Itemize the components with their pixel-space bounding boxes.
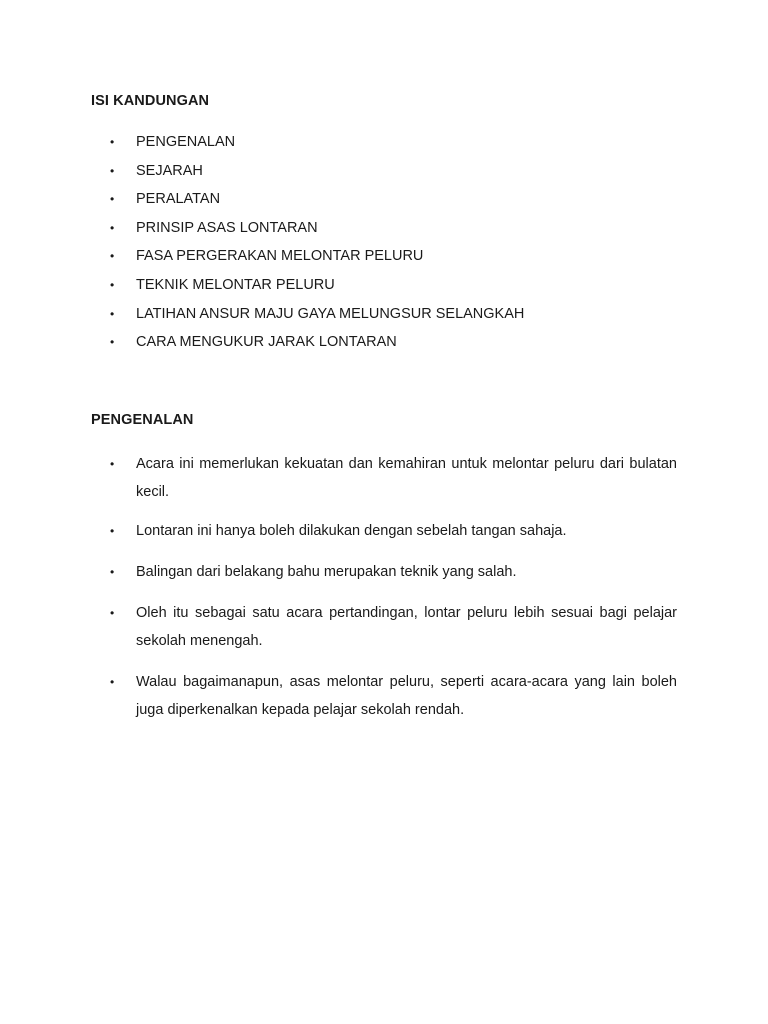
toc-item-label: PERALATAN xyxy=(136,191,221,208)
bullet-icon: • xyxy=(110,524,115,538)
bullet-icon: • xyxy=(110,335,115,350)
bullet-icon: • xyxy=(110,675,115,689)
toc-heading: ISI KANDUNGAN xyxy=(91,93,210,109)
bullet-icon: • xyxy=(110,192,115,207)
toc-item xyxy=(0,304,768,333)
intro-point-text: Walau bagaimanapun, asas melontar peluru, seperti acara-acara yang lain boleh juga diperkenalkan kepada pelajar sekolah rendah. xyxy=(136,674,677,718)
toc-item xyxy=(0,218,768,247)
toc-item-label: TEKNIK MELONTAR PELURU xyxy=(136,276,335,293)
bullet-icon: • xyxy=(110,249,115,264)
intro-point-text: Acara ini memerlukan kekuatan dan kemahiran untuk melontar peluru dari bulatan kecil. xyxy=(136,456,677,500)
intro-point-text: Lontaran ini hanya boleh dilakukan dengan sebelah tangan sahaja. xyxy=(136,523,567,539)
toc-item-label: SEJARAH xyxy=(136,162,203,179)
bullet-icon: • xyxy=(110,457,115,471)
toc-item-label: LATIHAN ANSUR MAJU GAYA MELUNGSUR SELANGKAH xyxy=(136,305,525,322)
toc-item xyxy=(0,275,768,304)
toc-list xyxy=(0,132,768,361)
toc-item-label: CARA MENGUKUR JARAK LONTARAN xyxy=(136,334,397,351)
toc-item-label: FASA PERGERAKAN MELONTAR PELURU xyxy=(136,248,424,265)
toc-item xyxy=(0,332,768,361)
bullet-icon: • xyxy=(110,163,115,178)
toc-item xyxy=(0,161,768,190)
bullet-icon: • xyxy=(110,306,115,321)
bullet-icon: • xyxy=(110,277,115,292)
bullet-icon: • xyxy=(110,606,115,620)
bullet-icon: • xyxy=(110,565,115,579)
toc-item xyxy=(0,189,768,218)
toc-item-label: PENGENALAN xyxy=(136,134,236,150)
intro-point-text: Balingan dari belakang bahu merupakan teknik yang salah. xyxy=(136,564,517,580)
intro-heading: PENGENALAN xyxy=(91,412,194,428)
toc-item xyxy=(0,246,768,275)
toc-item xyxy=(0,132,768,161)
bullet-icon: • xyxy=(110,220,115,235)
intro-point-text: Oleh itu sebagai satu acara pertandingan, lontar peluru lebih sesuai bagi pelajar sekolah menengah. xyxy=(136,605,677,649)
bullet-icon: • xyxy=(110,135,115,149)
toc-item-label: PRINSIP ASAS LONTARAN xyxy=(136,219,318,236)
